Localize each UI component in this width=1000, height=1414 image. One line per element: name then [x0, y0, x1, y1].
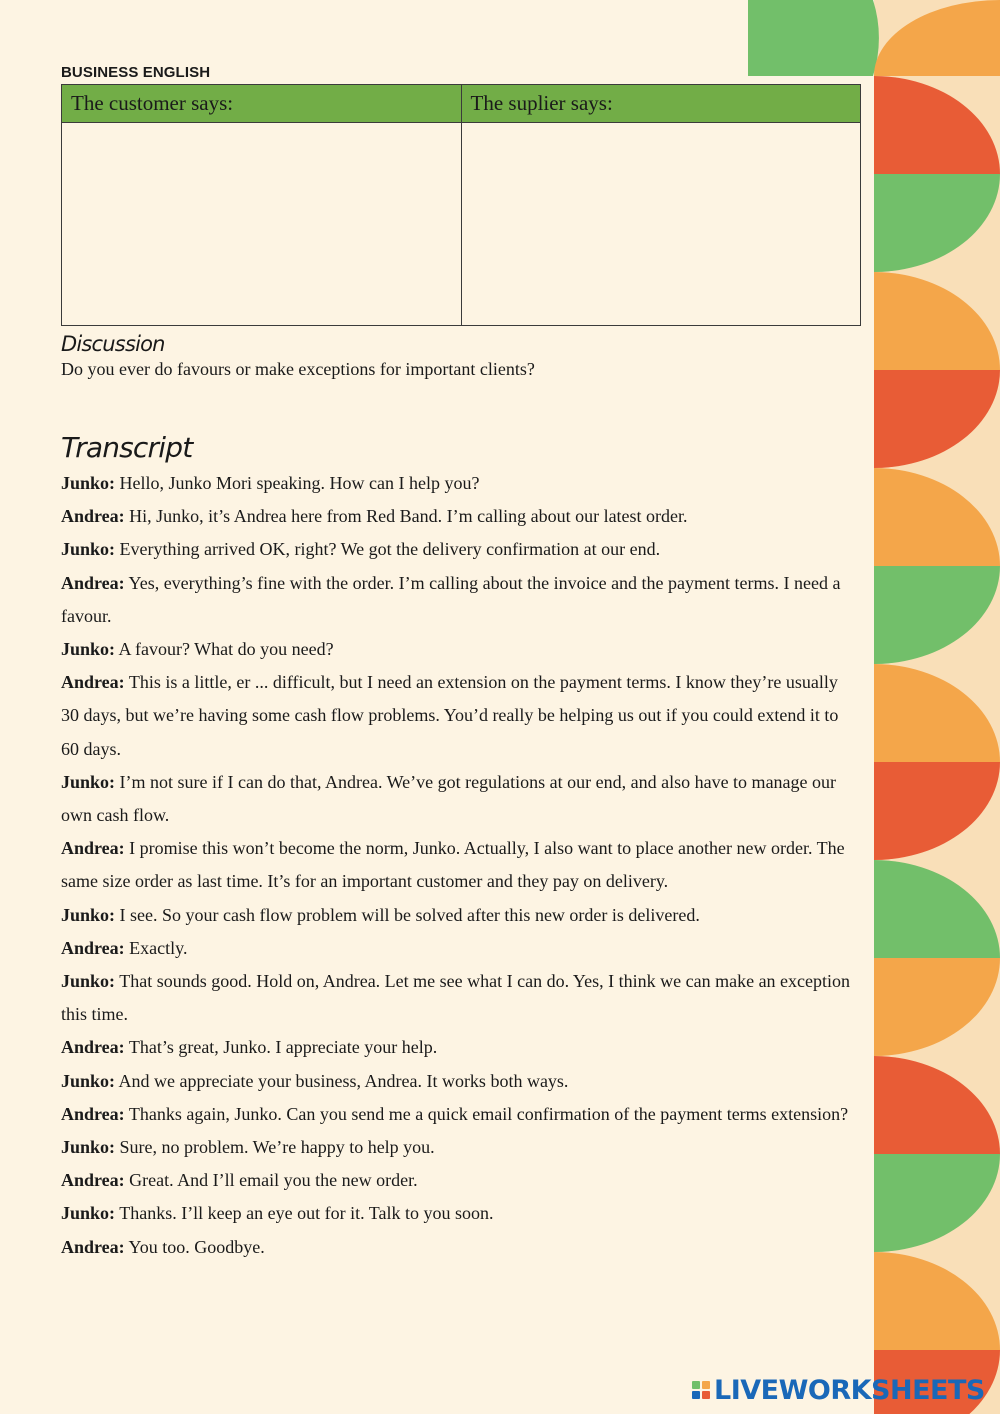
speaker-name: Junko:	[61, 904, 116, 925]
speaker-name: Junko:	[61, 539, 116, 560]
speaker-name: Junko:	[61, 1070, 116, 1091]
transcript-line	[61, 1065, 851, 1098]
transcript-line	[61, 832, 851, 898]
supplier-says-cell[interactable]	[461, 123, 861, 326]
spoken-text: And we appreciate your business, Andrea. It works both ways.	[115, 1070, 569, 1091]
transcript-line	[61, 633, 851, 666]
spoken-text: Great. And I’ll email you the new order.	[124, 1170, 418, 1191]
transcript-line	[61, 1098, 851, 1131]
speaker-name: Junko:	[61, 639, 116, 660]
speaker-name: Andrea:	[61, 1103, 125, 1124]
discussion-question: Do you ever do favours or make exceptions for important clients?	[61, 359, 535, 379]
transcript-line	[61, 965, 851, 1031]
transcript-line	[61, 1231, 851, 1264]
spoken-text: This is a little, er ... difficult, but I need an extension on the payment terms. I know they’re usually 30 days, but we’re having some cash flow problems. You’d really be helping us out if you could extend it to 60 days.	[61, 672, 839, 759]
transcript-line	[61, 1164, 851, 1197]
spoken-text: Thanks. I’ll keep an eye out for it. Talk to you soon.	[115, 1203, 494, 1224]
speaker-name: Junko:	[61, 473, 116, 493]
speaker-name: Andrea:	[61, 1236, 125, 1257]
transcript-line	[61, 1197, 851, 1230]
liveworksheets-logo-text: LIVEWORKSHEETS	[714, 1374, 985, 1406]
spoken-text: I’m not sure if I can do that, Andrea. We’ve got regulations at our end, and also have to manage our own cash flow.	[61, 771, 837, 826]
discussion-title: Discussion	[61, 332, 165, 356]
liveworksheets-logo	[692, 1372, 985, 1408]
transcript-line	[61, 666, 851, 766]
transcript-line	[61, 932, 851, 965]
transcript-line	[61, 1031, 851, 1064]
spoken-text: Everything arrived OK, right? We got the delivery confirmation at our end.	[115, 539, 661, 560]
transcript-line	[61, 766, 851, 832]
liveworksheets-logo-icon	[692, 1381, 710, 1399]
transcript-title: Transcript	[61, 431, 193, 464]
transcript-line	[61, 533, 851, 566]
speaker-name: Junko:	[61, 1203, 116, 1224]
speaker-name: Junko:	[61, 1137, 116, 1158]
transcript-line	[61, 500, 851, 533]
spoken-text: Sure, no problem. We’re happy to help you.	[115, 1137, 435, 1158]
speaker-name: Andrea:	[61, 1170, 125, 1191]
speaker-name: Andrea:	[61, 672, 125, 693]
customer-says-cell[interactable]	[62, 123, 462, 326]
speaker-name: Andrea:	[61, 838, 125, 859]
transcript-line	[61, 467, 851, 500]
spoken-text: Hello, Junko Mori speaking. How can I help you?	[115, 473, 480, 493]
spoken-text: Thanks again, Junko. Can you send me a quick email confirmation of the payment terms extension?	[124, 1103, 849, 1124]
speaker-name: Andrea:	[61, 937, 125, 958]
spoken-text: Hi, Junko, it’s Andrea here from Red Band. I’m calling about our latest order.	[124, 506, 688, 527]
spoken-text: I see. So your cash flow problem will be solved after this new order is delivered.	[115, 904, 700, 925]
speaker-name: Junko:	[61, 771, 116, 792]
spoken-text: That sounds good. Hold on, Andrea. Let me see what I can do. Yes, I think we can make an exception this time.	[61, 971, 851, 1025]
transcript-line	[61, 567, 851, 633]
says-table	[61, 84, 861, 326]
spoken-text: You too. Goodbye.	[124, 1236, 265, 1257]
spoken-text: That’s great, Junko. I appreciate your help.	[124, 1037, 438, 1058]
speaker-name: Andrea:	[61, 506, 125, 527]
spoken-text: Yes, everything’s fine with the order. I’m calling about the invoice and the payment terms. I need a favour.	[61, 572, 841, 626]
transcript-lines	[61, 467, 861, 1264]
page-header: BUSINESS ENGLISH	[61, 64, 211, 81]
spoken-text: Exactly.	[124, 937, 188, 958]
customer-says-header: The customer says:	[62, 85, 462, 123]
speaker-name: Andrea:	[61, 572, 125, 593]
worksheet-page	[61, 62, 861, 1264]
supplier-says-header: The suplier says:	[461, 85, 861, 123]
spoken-text: A favour? What do you need?	[115, 639, 334, 660]
speaker-name: Andrea:	[61, 1037, 125, 1058]
speaker-name: Junko:	[61, 971, 116, 992]
spoken-text: I promise this won’t become the norm, Junko. Actually, I also want to place another new order. The same size order as last time. It’s for an important customer and they pay on delivery.	[61, 838, 845, 892]
transcript-line	[61, 1131, 851, 1164]
transcript-line	[61, 899, 851, 932]
